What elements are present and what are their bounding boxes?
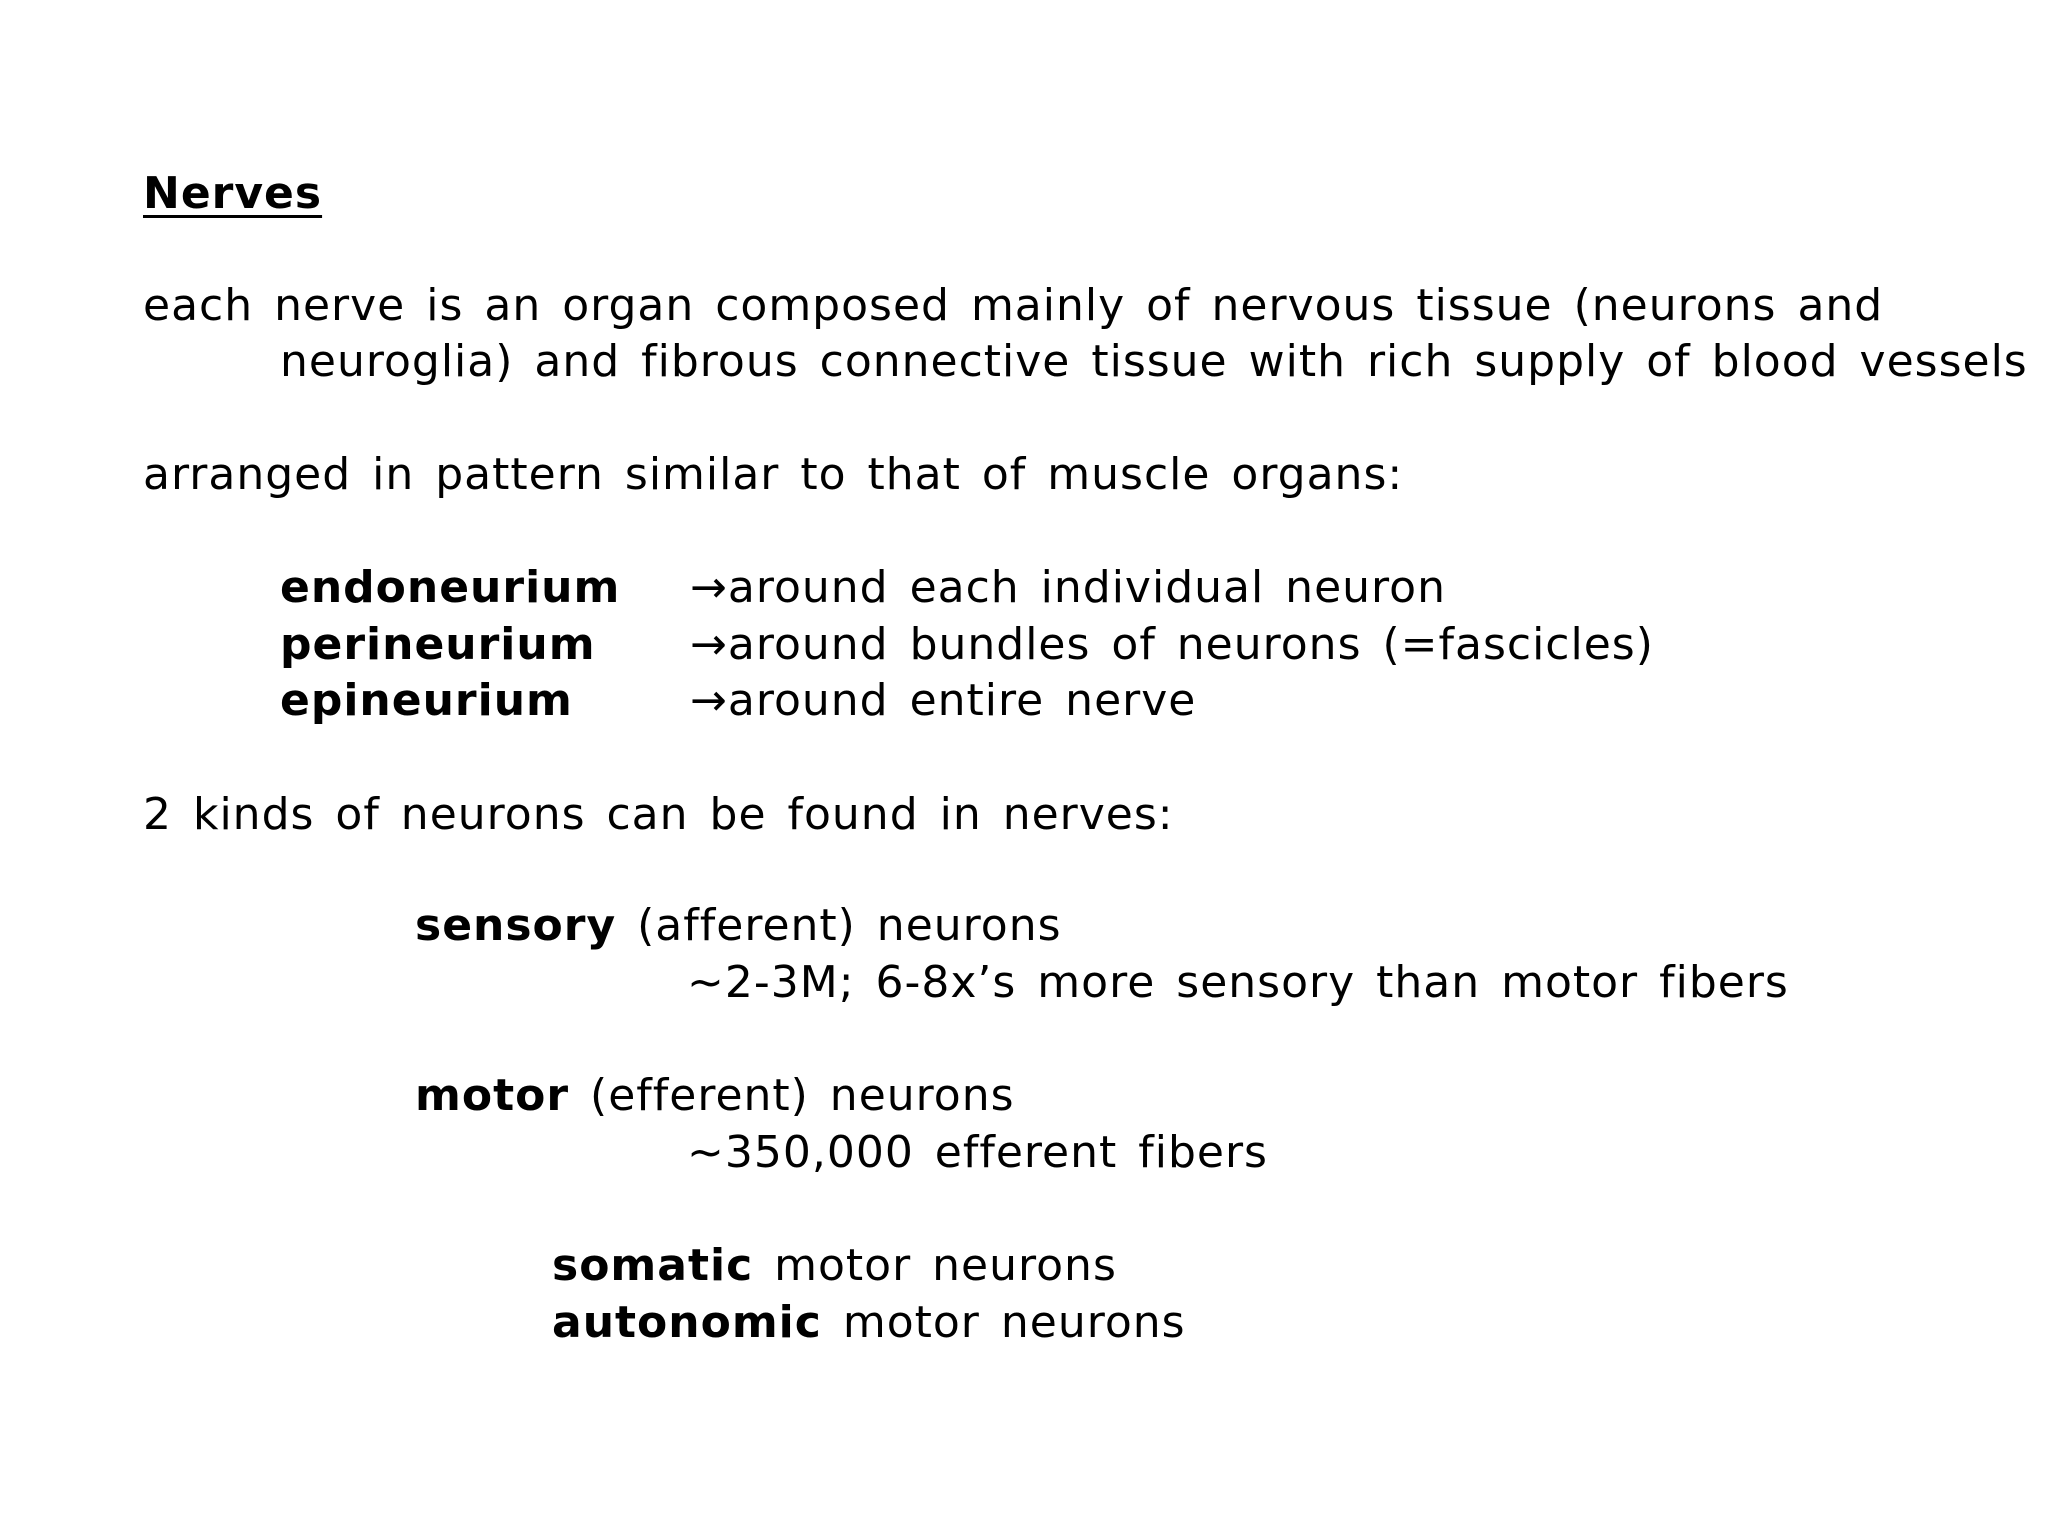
kinds-heading: 2 kinds of neurons can be found in nerves: xyxy=(143,789,1174,840)
motor-heading xyxy=(415,1068,1015,1124)
intro-line-1: each nerve is an organ composed mainly of nervous tissue (neurons and xyxy=(143,280,1884,331)
autonomic-term: autonomic xyxy=(552,1297,822,1348)
sensory-detail: ~2-3M; 6-8x’s more sensory than motor fibers xyxy=(687,957,1789,1008)
motor-term: motor xyxy=(415,1070,570,1121)
intro-line-2: neuroglia) and fibrous connective tissue with rich supply of blood vessels xyxy=(280,336,2028,387)
page-title: Nerves xyxy=(143,168,323,219)
motor-rest: (efferent) neurons xyxy=(569,1070,1015,1121)
sensory-heading xyxy=(415,898,1062,954)
sensory-term: sensory xyxy=(415,900,617,951)
layer-desc-endoneurium: →around each individual neuron xyxy=(690,562,1446,613)
layer-term-endoneurium: endoneurium xyxy=(280,562,621,613)
somatic-rest: motor neurons xyxy=(753,1240,1117,1291)
layer-desc-epineurium: →around entire nerve xyxy=(690,675,1197,726)
motor-type-somatic xyxy=(552,1238,1117,1294)
motor-type-autonomic xyxy=(552,1295,1186,1351)
somatic-term: somatic xyxy=(552,1240,754,1291)
layer-term-epineurium: epineurium xyxy=(280,675,573,726)
motor-detail: ~350,000 efferent fibers xyxy=(687,1127,1268,1178)
autonomic-rest: motor neurons xyxy=(821,1297,1186,1348)
sensory-rest: (afferent) neurons xyxy=(616,900,1062,951)
layer-desc-perineurium: →around bundles of neurons (=fascicles) xyxy=(690,619,1654,670)
pattern-heading: arranged in pattern similar to that of muscle organs: xyxy=(143,449,1404,500)
layer-term-perineurium: perineurium xyxy=(280,619,596,670)
